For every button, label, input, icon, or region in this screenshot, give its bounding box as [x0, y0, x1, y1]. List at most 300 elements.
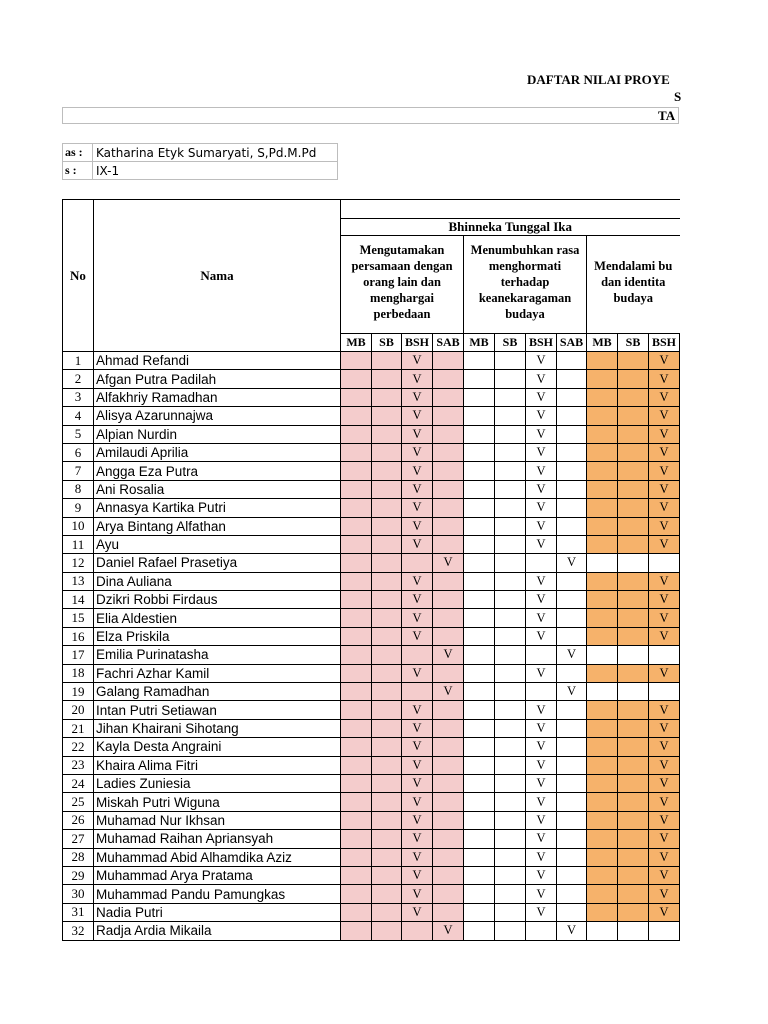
grade-cell[interactable]: V — [526, 756, 557, 774]
grade-cell[interactable] — [433, 517, 464, 535]
grade-cell[interactable]: V — [402, 443, 433, 461]
grade-cell[interactable]: V — [526, 866, 557, 884]
grade-cell[interactable] — [557, 848, 587, 866]
grade-cell[interactable] — [618, 352, 649, 370]
grade-cell[interactable]: V — [649, 885, 680, 903]
grade-cell[interactable] — [372, 719, 402, 737]
grade-cell[interactable] — [557, 591, 587, 609]
grade-cell[interactable] — [341, 719, 372, 737]
grade-cell[interactable] — [495, 572, 526, 590]
grade-cell[interactable] — [341, 591, 372, 609]
grade-cell[interactable] — [433, 774, 464, 792]
grade-cell[interactable] — [433, 830, 464, 848]
grade-cell[interactable] — [464, 922, 495, 940]
grade-cell[interactable]: V — [649, 774, 680, 792]
grade-cell[interactable] — [341, 738, 372, 756]
grade-cell[interactable] — [618, 774, 649, 792]
grade-cell[interactable]: V — [649, 352, 680, 370]
grade-cell[interactable] — [402, 646, 433, 664]
grade-cell[interactable] — [557, 425, 587, 443]
grade-cell[interactable] — [557, 609, 587, 627]
grade-cell[interactable] — [341, 370, 372, 388]
grade-cell[interactable]: V — [402, 664, 433, 682]
grade-cell[interactable] — [557, 572, 587, 590]
grade-cell[interactable] — [557, 701, 587, 719]
grade-cell[interactable] — [557, 830, 587, 848]
grade-cell[interactable] — [587, 499, 618, 517]
grade-cell[interactable] — [433, 701, 464, 719]
grade-cell[interactable] — [433, 793, 464, 811]
grade-cell[interactable]: V — [649, 572, 680, 590]
grade-cell[interactable]: V — [402, 903, 433, 921]
grade-cell[interactable] — [587, 554, 618, 572]
grade-cell[interactable] — [587, 830, 618, 848]
grade-cell[interactable] — [649, 683, 680, 701]
grade-cell[interactable] — [495, 352, 526, 370]
grade-cell[interactable] — [495, 719, 526, 737]
grade-cell[interactable]: V — [526, 352, 557, 370]
grade-cell[interactable] — [464, 480, 495, 498]
grade-cell[interactable]: V — [402, 535, 433, 553]
grade-cell[interactable] — [618, 425, 649, 443]
grade-cell[interactable] — [557, 388, 587, 406]
grade-cell[interactable] — [433, 627, 464, 645]
grade-cell[interactable] — [495, 664, 526, 682]
grade-cell[interactable]: V — [526, 627, 557, 645]
grade-cell[interactable] — [526, 922, 557, 940]
grade-cell[interactable]: V — [433, 554, 464, 572]
grade-cell[interactable] — [464, 352, 495, 370]
grade-cell[interactable] — [464, 388, 495, 406]
grade-cell[interactable]: V — [557, 683, 587, 701]
grade-cell[interactable] — [433, 903, 464, 921]
grade-cell[interactable] — [587, 866, 618, 884]
grade-cell[interactable] — [618, 370, 649, 388]
grade-cell[interactable] — [649, 922, 680, 940]
grade-cell[interactable] — [618, 407, 649, 425]
grade-cell[interactable] — [402, 922, 433, 940]
grade-cell[interactable] — [341, 811, 372, 829]
grade-cell[interactable] — [372, 480, 402, 498]
grade-cell[interactable] — [526, 554, 557, 572]
grade-cell[interactable] — [649, 646, 680, 664]
grade-cell[interactable]: V — [649, 535, 680, 553]
grade-cell[interactable] — [433, 407, 464, 425]
grade-cell[interactable] — [372, 830, 402, 848]
grade-cell[interactable] — [433, 609, 464, 627]
grade-cell[interactable]: V — [526, 609, 557, 627]
grade-cell[interactable] — [587, 388, 618, 406]
grade-cell[interactable] — [618, 462, 649, 480]
grade-cell[interactable]: V — [526, 425, 557, 443]
grade-cell[interactable] — [433, 443, 464, 461]
grade-cell[interactable] — [557, 738, 587, 756]
grade-cell[interactable] — [433, 738, 464, 756]
grade-cell[interactable] — [587, 646, 618, 664]
grade-cell[interactable] — [587, 738, 618, 756]
grade-cell[interactable] — [557, 664, 587, 682]
grade-cell[interactable] — [557, 499, 587, 517]
grade-cell[interactable] — [587, 664, 618, 682]
grade-cell[interactable] — [557, 462, 587, 480]
grade-cell[interactable] — [618, 627, 649, 645]
grade-cell[interactable] — [433, 848, 464, 866]
grade-cell[interactable]: V — [526, 591, 557, 609]
grade-cell[interactable] — [495, 462, 526, 480]
grade-cell[interactable]: V — [649, 499, 680, 517]
grade-cell[interactable] — [341, 922, 372, 940]
grade-cell[interactable] — [464, 462, 495, 480]
grade-cell[interactable] — [587, 407, 618, 425]
grade-cell[interactable] — [341, 609, 372, 627]
grade-cell[interactable]: V — [402, 701, 433, 719]
grade-cell[interactable] — [372, 517, 402, 535]
grade-cell[interactable] — [372, 388, 402, 406]
grade-cell[interactable] — [495, 627, 526, 645]
grade-cell[interactable] — [587, 370, 618, 388]
grade-cell[interactable] — [495, 738, 526, 756]
grade-cell[interactable]: V — [649, 664, 680, 682]
grade-cell[interactable] — [464, 591, 495, 609]
grade-cell[interactable] — [618, 793, 649, 811]
grade-cell[interactable] — [495, 609, 526, 627]
grade-cell[interactable] — [587, 572, 618, 590]
grade-cell[interactable]: V — [402, 609, 433, 627]
grade-cell[interactable] — [587, 627, 618, 645]
grade-cell[interactable] — [433, 811, 464, 829]
grade-cell[interactable] — [433, 388, 464, 406]
grade-cell[interactable] — [433, 572, 464, 590]
grade-cell[interactable] — [495, 774, 526, 792]
grade-cell[interactable] — [433, 535, 464, 553]
grade-cell[interactable] — [495, 811, 526, 829]
grade-cell[interactable] — [587, 848, 618, 866]
grade-cell[interactable] — [587, 609, 618, 627]
grade-cell[interactable] — [495, 499, 526, 517]
grade-cell[interactable]: V — [557, 922, 587, 940]
grade-cell[interactable] — [341, 830, 372, 848]
grade-cell[interactable] — [341, 499, 372, 517]
grade-cell[interactable] — [618, 830, 649, 848]
grade-cell[interactable] — [341, 848, 372, 866]
grade-cell[interactable]: V — [649, 591, 680, 609]
grade-cell[interactable] — [464, 830, 495, 848]
grade-cell[interactable]: V — [402, 499, 433, 517]
grade-cell[interactable] — [557, 627, 587, 645]
grade-cell[interactable]: V — [433, 683, 464, 701]
grade-cell[interactable] — [464, 443, 495, 461]
grade-cell[interactable] — [464, 885, 495, 903]
grade-cell[interactable] — [526, 683, 557, 701]
grade-cell[interactable] — [618, 683, 649, 701]
grade-cell[interactable] — [495, 388, 526, 406]
grade-cell[interactable] — [618, 922, 649, 940]
grade-cell[interactable] — [433, 756, 464, 774]
grade-cell[interactable] — [587, 591, 618, 609]
grade-cell[interactable] — [557, 903, 587, 921]
grade-cell[interactable] — [372, 443, 402, 461]
grade-cell[interactable] — [649, 554, 680, 572]
grade-cell[interactable]: V — [526, 848, 557, 866]
grade-cell[interactable] — [464, 774, 495, 792]
grade-cell[interactable] — [464, 811, 495, 829]
grade-cell[interactable] — [372, 774, 402, 792]
grade-cell[interactable]: V — [649, 811, 680, 829]
grade-cell[interactable] — [495, 425, 526, 443]
grade-cell[interactable] — [618, 554, 649, 572]
grade-cell[interactable] — [433, 425, 464, 443]
grade-cell[interactable] — [433, 885, 464, 903]
grade-cell[interactable] — [464, 627, 495, 645]
grade-cell[interactable]: V — [402, 866, 433, 884]
grade-cell[interactable] — [495, 683, 526, 701]
grade-cell[interactable] — [557, 793, 587, 811]
grade-cell[interactable]: V — [402, 885, 433, 903]
grade-cell[interactable]: V — [649, 407, 680, 425]
grade-cell[interactable] — [495, 885, 526, 903]
grade-cell[interactable]: V — [649, 462, 680, 480]
grade-cell[interactable] — [372, 646, 402, 664]
grade-cell[interactable] — [557, 443, 587, 461]
grade-cell[interactable] — [557, 811, 587, 829]
grade-cell[interactable] — [341, 885, 372, 903]
grade-cell[interactable] — [341, 462, 372, 480]
grade-cell[interactable] — [433, 480, 464, 498]
grade-cell[interactable] — [557, 352, 587, 370]
grade-cell[interactable] — [618, 885, 649, 903]
grade-cell[interactable] — [372, 352, 402, 370]
grade-cell[interactable]: V — [526, 664, 557, 682]
grade-cell[interactable]: V — [526, 480, 557, 498]
grade-cell[interactable]: V — [649, 756, 680, 774]
grade-cell[interactable] — [341, 866, 372, 884]
grade-cell[interactable] — [618, 609, 649, 627]
grade-cell[interactable]: V — [402, 407, 433, 425]
grade-cell[interactable] — [341, 701, 372, 719]
grade-cell[interactable] — [618, 756, 649, 774]
grade-cell[interactable] — [464, 701, 495, 719]
grade-cell[interactable] — [618, 664, 649, 682]
grade-cell[interactable] — [464, 646, 495, 664]
grade-cell[interactable] — [587, 683, 618, 701]
grade-cell[interactable] — [464, 848, 495, 866]
grade-cell[interactable] — [618, 811, 649, 829]
grade-cell[interactable]: V — [526, 738, 557, 756]
grade-cell[interactable]: V — [402, 738, 433, 756]
grade-cell[interactable] — [618, 719, 649, 737]
grade-cell[interactable] — [433, 591, 464, 609]
grade-cell[interactable]: V — [526, 443, 557, 461]
grade-cell[interactable] — [464, 535, 495, 553]
grade-cell[interactable] — [557, 535, 587, 553]
grade-cell[interactable] — [464, 683, 495, 701]
grade-cell[interactable]: V — [526, 830, 557, 848]
class-name[interactable]: IX-1 — [93, 162, 338, 180]
grade-cell[interactable]: V — [402, 388, 433, 406]
grade-cell[interactable] — [372, 425, 402, 443]
grade-cell[interactable]: V — [649, 609, 680, 627]
grade-cell[interactable] — [557, 719, 587, 737]
grade-cell[interactable] — [464, 370, 495, 388]
grade-cell[interactable] — [372, 664, 402, 682]
grade-cell[interactable] — [587, 425, 618, 443]
grade-cell[interactable] — [341, 517, 372, 535]
grade-cell[interactable]: V — [649, 903, 680, 921]
grade-cell[interactable] — [618, 443, 649, 461]
grade-cell[interactable] — [341, 627, 372, 645]
grade-cell[interactable] — [341, 664, 372, 682]
grade-cell[interactable] — [341, 443, 372, 461]
grade-cell[interactable] — [618, 499, 649, 517]
grade-cell[interactable] — [495, 554, 526, 572]
grade-cell[interactable] — [464, 499, 495, 517]
grade-cell[interactable] — [587, 793, 618, 811]
grade-cell[interactable] — [618, 903, 649, 921]
grade-cell[interactable] — [618, 591, 649, 609]
grade-cell[interactable] — [587, 535, 618, 553]
grade-cell[interactable] — [433, 499, 464, 517]
grade-cell[interactable] — [341, 774, 372, 792]
grade-cell[interactable] — [587, 517, 618, 535]
grade-cell[interactable] — [587, 443, 618, 461]
grade-cell[interactable] — [341, 903, 372, 921]
grade-cell[interactable]: V — [649, 370, 680, 388]
grade-cell[interactable]: V — [649, 388, 680, 406]
grade-cell[interactable] — [587, 811, 618, 829]
grade-cell[interactable] — [557, 866, 587, 884]
grade-cell[interactable] — [495, 591, 526, 609]
teacher-name[interactable]: Katharina Etyk Sumaryati, S,Pd.M.Pd — [93, 144, 338, 162]
grade-cell[interactable] — [464, 866, 495, 884]
grade-cell[interactable] — [495, 848, 526, 866]
grade-cell[interactable]: V — [402, 352, 433, 370]
grade-cell[interactable]: V — [649, 793, 680, 811]
grade-cell[interactable] — [372, 370, 402, 388]
grade-cell[interactable] — [372, 407, 402, 425]
grade-cell[interactable] — [433, 462, 464, 480]
grade-cell[interactable] — [618, 848, 649, 866]
grade-cell[interactable] — [587, 701, 618, 719]
grade-cell[interactable] — [495, 866, 526, 884]
grade-cell[interactable] — [372, 609, 402, 627]
grade-cell[interactable] — [372, 535, 402, 553]
grade-cell[interactable] — [464, 517, 495, 535]
grade-cell[interactable] — [433, 352, 464, 370]
grade-cell[interactable]: V — [526, 701, 557, 719]
grade-cell[interactable] — [618, 388, 649, 406]
grade-cell[interactable]: V — [433, 922, 464, 940]
grade-cell[interactable] — [587, 480, 618, 498]
grade-cell[interactable] — [618, 738, 649, 756]
grade-cell[interactable] — [341, 793, 372, 811]
grade-cell[interactable] — [587, 719, 618, 737]
grade-cell[interactable]: V — [649, 830, 680, 848]
grade-cell[interactable]: V — [402, 848, 433, 866]
grade-cell[interactable] — [464, 572, 495, 590]
grade-cell[interactable] — [495, 701, 526, 719]
grade-cell[interactable]: V — [526, 774, 557, 792]
grade-cell[interactable]: V — [526, 407, 557, 425]
grade-cell[interactable]: V — [402, 517, 433, 535]
grade-cell[interactable]: V — [649, 719, 680, 737]
grade-cell[interactable]: V — [402, 756, 433, 774]
grade-cell[interactable] — [341, 425, 372, 443]
grade-cell[interactable] — [526, 646, 557, 664]
grade-cell[interactable]: V — [526, 719, 557, 737]
grade-cell[interactable] — [372, 499, 402, 517]
grade-cell[interactable] — [464, 407, 495, 425]
grade-cell[interactable]: V — [526, 499, 557, 517]
grade-cell[interactable]: V — [526, 388, 557, 406]
grade-cell[interactable]: V — [402, 627, 433, 645]
grade-cell[interactable] — [372, 866, 402, 884]
grade-cell[interactable]: V — [402, 830, 433, 848]
grade-cell[interactable] — [587, 462, 618, 480]
grade-cell[interactable] — [495, 535, 526, 553]
grade-cell[interactable]: V — [526, 885, 557, 903]
grade-cell[interactable] — [341, 352, 372, 370]
grade-cell[interactable]: V — [557, 554, 587, 572]
grade-cell[interactable]: V — [649, 425, 680, 443]
grade-cell[interactable] — [433, 370, 464, 388]
grade-cell[interactable] — [495, 756, 526, 774]
grade-cell[interactable]: V — [649, 701, 680, 719]
grade-cell[interactable]: V — [526, 462, 557, 480]
grade-cell[interactable] — [464, 903, 495, 921]
grade-cell[interactable] — [372, 591, 402, 609]
grade-cell[interactable]: V — [402, 591, 433, 609]
grade-cell[interactable]: V — [402, 719, 433, 737]
grade-cell[interactable] — [372, 572, 402, 590]
grade-cell[interactable] — [372, 756, 402, 774]
grade-cell[interactable] — [618, 535, 649, 553]
grade-cell[interactable] — [372, 738, 402, 756]
grade-cell[interactable] — [372, 683, 402, 701]
grade-cell[interactable] — [557, 885, 587, 903]
grade-cell[interactable] — [495, 407, 526, 425]
grade-cell[interactable]: V — [649, 848, 680, 866]
grade-cell[interactable] — [618, 480, 649, 498]
grade-cell[interactable]: V — [402, 811, 433, 829]
grade-cell[interactable] — [495, 480, 526, 498]
grade-cell[interactable]: V — [649, 443, 680, 461]
grade-cell[interactable] — [495, 517, 526, 535]
grade-cell[interactable] — [587, 885, 618, 903]
grade-cell[interactable] — [495, 443, 526, 461]
grade-cell[interactable] — [341, 646, 372, 664]
grade-cell[interactable] — [587, 352, 618, 370]
grade-cell[interactable] — [372, 922, 402, 940]
grade-cell[interactable] — [557, 517, 587, 535]
grade-cell[interactable] — [618, 572, 649, 590]
grade-cell[interactable]: V — [402, 370, 433, 388]
grade-cell[interactable]: V — [526, 517, 557, 535]
grade-cell[interactable] — [402, 554, 433, 572]
grade-cell[interactable] — [372, 793, 402, 811]
grade-cell[interactable]: V — [402, 572, 433, 590]
grade-cell[interactable] — [557, 370, 587, 388]
grade-cell[interactable] — [341, 572, 372, 590]
grade-cell[interactable] — [341, 756, 372, 774]
grade-cell[interactable]: V — [526, 903, 557, 921]
grade-cell[interactable]: V — [526, 811, 557, 829]
grade-cell[interactable] — [402, 683, 433, 701]
grade-cell[interactable] — [587, 903, 618, 921]
grade-cell[interactable] — [372, 885, 402, 903]
grade-cell[interactable] — [464, 756, 495, 774]
grade-cell[interactable] — [464, 664, 495, 682]
grade-cell[interactable] — [464, 554, 495, 572]
